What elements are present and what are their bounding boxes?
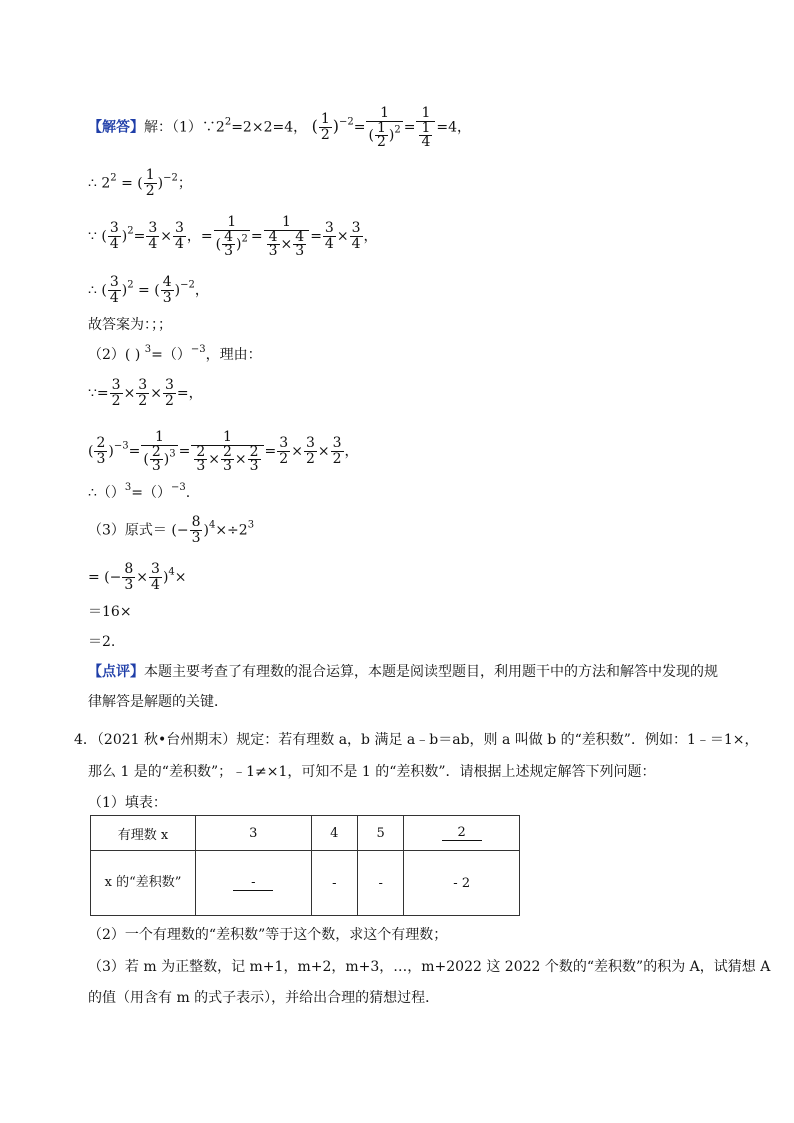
fraction: 1 ( $\frac{1}{2}$ )$^2$ <box>368 105 401 150</box>
fraction: $\frac{1}{\frac{1}{4}}$ <box>416 106 435 149</box>
table-cell: - <box>311 851 357 916</box>
table-cell: 5 <box>357 816 403 851</box>
question-4-part-2: （2）一个有理数的“差积数”等于这个数，求这个有理数； <box>88 927 448 943</box>
part-2-conclusion: ∴（）$^3$=（）$^{-3}$. <box>88 482 191 501</box>
question-4-line-3: （1）填表： <box>88 795 167 811</box>
question-4-line-1: 4．（2021 秋•台州期末）规定：若有理数 a，b 满足 a﹣b＝ab，则 a 叫做 b 的“差积数”．例如：1﹣＝1×， <box>74 732 759 748</box>
part-3-line-2: = (− $\frac{8}{3}$ × $\frac{3}{4}$ )$^4$× <box>88 561 187 593</box>
table-row <box>91 816 520 851</box>
fraction: $\frac{1}{2}$ <box>320 111 330 143</box>
comment-line-1: 【点评】本题主要考查了有理数的混合运算，本题是阅读型题目，利用题干中的方法和解答中发现的规 <box>88 664 718 680</box>
question-4-part-3-line-2: 的值（用含有 m 的式子表示），并给出合理的猜想过程． <box>88 990 440 1006</box>
part-2-line-2: ( $\frac{2}{3}$ )$^{-3}$= 1 ( $\frac{2}{3}$ )$^3$ = 1 $\frac{2}{3}$ × $\frac{2}{3}$ × $\frac{2}{3}$ = $\frac{3}{2}$ × $\frac{3}{2}$ × $\frac{3}{2}$ ， <box>88 429 359 474</box>
part-2-line-1: ∵= $\frac{3}{2}$ × $\frac{3}{2}$ × $\frac{3}{2}$ =， <box>88 377 203 409</box>
table-cell: - 2 <box>404 851 520 916</box>
table-cell: 4 <box>311 816 357 851</box>
table-cell <box>196 851 312 916</box>
part-3-line-1: （3）原式＝ (− $\frac{8}{3}$ )$^4\times\div 2^3$ <box>88 514 255 546</box>
question-4-part-3-line-1: （3）若 m 为正整数，记 m+1，m+2，m+3，…，m+2022 这 2022 个数的“差积数”的积为 A，试猜想 A <box>88 959 771 975</box>
table-cell: 有理数 x <box>91 816 196 851</box>
table-cell <box>404 816 520 851</box>
part-3-line-4: ＝2. <box>88 634 116 650</box>
answer-line: 故答案为：；； <box>88 317 172 333</box>
text: 解：（1）∵2 <box>144 119 225 136</box>
solution-line-1: 【解答】解：$(1)\because 2^2=2\times 2=4$， ( $\frac{1}{2}$ )$^{-2}$= 1 ( $\frac{1}{2}$ )$^2$ = $\frac{1}{\frac{1}{4}}$ =4， <box>88 105 472 150</box>
text: =2×2=4， <box>231 119 308 136</box>
answer-blank: 2 <box>442 825 482 841</box>
table-cell: - <box>357 851 403 916</box>
part-3-line-3: ＝16× <box>88 604 132 620</box>
answer-blank: - <box>233 875 273 891</box>
solution-line-4: ∴ ( $\frac{3}{4}$ )$^2$ = ( $\frac{4}{3}$ )$^{-2}$， <box>88 274 209 306</box>
fill-table <box>90 815 520 916</box>
table-cell: x 的“差积数” <box>91 851 196 916</box>
comment-tag: 【点评】 <box>88 664 144 680</box>
solution-tag: 【解答】 <box>88 119 144 136</box>
table-cell: 3 <box>196 816 312 851</box>
part-2-header: （2）( ) $^3$=（）$^{-3}$，理由： <box>88 344 262 363</box>
question-4-line-2: 那么 1 是的“差积数”；﹣1≠×1，可知不是 1 的“差积数”．请根据上述规定解答下列问题： <box>88 764 656 780</box>
table-row <box>91 851 520 916</box>
comment-line-2: 律解答是解题的关键． <box>88 694 228 710</box>
solution-line-2: ∴ $2^2$ = ( $\frac{1}{2}$ )$^{-2}$； <box>88 167 192 199</box>
solution-line-3: ∵ ( $\frac{3}{4}$ )$^2$= $\frac{3}{4}$ × $\frac{3}{4}$ ，= 1 ( $\frac{4}{3}$ )$^2$ = 1 $\frac{4}{3}$ × $\frac{4}{3}$ = $\frac{3}{4}$ × $\frac{3}{4}$ ， <box>88 214 378 259</box>
